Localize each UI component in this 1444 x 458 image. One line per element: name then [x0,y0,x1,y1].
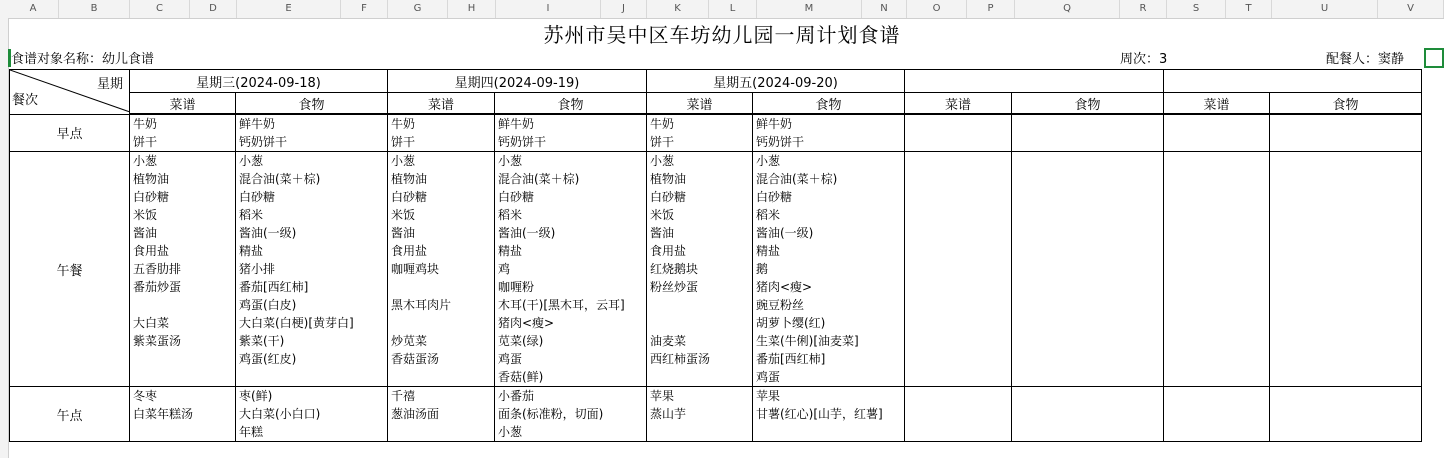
recipe-item [1164,314,1269,332]
recipe-item [647,296,752,314]
food-item [1270,314,1421,332]
column-header-j[interactable]: J [601,0,647,18]
recipe-item: 饼干 [650,135,675,149]
food-item: 生菜(牛俐)[油麦菜] [756,334,859,348]
recipe-item: 白砂糖 [133,190,170,204]
food-item: 白砂糖 [756,190,793,204]
recipe-item: 白菜年糕汤 [133,407,194,421]
recipe-item [1164,387,1269,405]
food-item: 混合油(菜＋棕) [498,172,580,186]
food-item: 混合油(菜＋棕) [239,172,321,186]
food-cell [753,114,905,152]
column-header-d[interactable]: D [190,0,237,18]
recipe-item: 紫菜蛋汤 [133,334,182,348]
recipe-item: 米饭 [133,208,158,222]
recipe-item: 小葱 [133,154,158,168]
food-cell [753,152,905,387]
recipe-item: 蒸山芋 [650,407,687,421]
food-item: 精盐 [239,244,264,258]
column-header-v[interactable]: V [1378,0,1444,18]
food-item: 酱油(一级) [498,226,556,240]
day-header: 星期四(2024-09-19) [388,70,647,93]
food-item [1270,387,1421,405]
recipe-item: 牛奶 [650,117,675,131]
recipe-item: 食用盐 [650,244,687,258]
food-item [1270,188,1421,206]
recipe-item [905,115,1011,133]
food-item [1270,224,1421,242]
recipe-item [905,260,1011,278]
recipe-item: 五香肋排 [133,262,182,276]
recipe-item [130,296,235,314]
food-item: 番茄[西红柿] [239,280,309,294]
food-item [1270,350,1421,368]
recipe-cell [1164,152,1270,387]
food-item [753,423,904,441]
day-header: 星期三(2024-09-18) [130,70,388,93]
food-item: 猪小排 [239,262,276,276]
recipe-item [388,368,494,386]
food-item [1012,188,1163,206]
recipe-item: 大白菜 [133,316,170,330]
column-header-s[interactable]: S [1167,0,1226,18]
recipe-cell [905,114,1012,152]
recipe-item [1164,188,1269,206]
food-item [1012,405,1163,423]
corner-header-cell [10,70,130,115]
menu-target-label: 食谱对象名称：幼儿食谱 [11,52,155,67]
food-item: 白砂糖 [239,190,276,204]
recipe-item [647,368,752,386]
recipe-item [1164,152,1269,170]
food-cell [236,152,388,387]
recipe-item [647,423,752,441]
food-column-header: 食物 [1270,93,1422,115]
food-item: 鲜牛奶 [756,117,793,131]
food-item: 鸡蛋(白皮) [239,298,297,312]
recipe-item [905,423,1011,441]
food-item [1270,296,1421,314]
food-item: 小番茄 [498,389,535,403]
recipe-item [905,314,1011,332]
recipe-item: 咖喱鸡块 [391,262,440,276]
food-item: 甘薯(红心)[山芋，红薯] [756,407,883,421]
column-header-k[interactable]: K [647,0,709,18]
recipe-item [1164,296,1269,314]
food-item [1012,314,1163,332]
corner-weekday-label: 星期 [96,77,123,92]
staff-label: 配餐人：窦静 [1326,52,1405,67]
column-header-u[interactable]: U [1272,0,1378,18]
recipe-item [1164,278,1269,296]
recipe-item: 米饭 [650,208,675,222]
food-item: 豌豆粉丝 [756,298,805,312]
recipe-item: 酱油 [391,226,416,240]
food-item: 精盐 [756,244,781,258]
recipe-item: 食用盐 [133,244,170,258]
recipe-column-header: 菜谱 [647,93,753,115]
food-item: 番茄[西红柿] [756,352,826,366]
food-item: 咖喱粉 [498,280,535,294]
food-item: 香菇(鲜) [498,370,544,384]
food-item: 鲜牛奶 [498,117,535,131]
recipe-item [388,314,494,332]
recipe-item [130,423,235,441]
food-item [1012,350,1163,368]
day-header [905,70,1164,93]
recipe-cell [130,387,236,442]
food-cell [1270,152,1422,387]
food-item: 小葱 [498,425,523,439]
recipe-item [905,405,1011,423]
recipe-item: 西红柿蛋汤 [650,352,711,366]
food-item: 小葱 [239,154,264,168]
recipe-item [1164,170,1269,188]
recipe-item: 牛奶 [133,117,158,131]
recipe-item [1164,260,1269,278]
food-cell [236,114,388,152]
food-item [1012,260,1163,278]
food-item [1270,405,1421,423]
recipe-item [905,278,1011,296]
weekly-menu-table [9,69,1422,442]
food-column-header: 食物 [495,93,647,115]
week-number-label: 周次：3 [1120,52,1168,67]
food-item: 小葱 [756,154,781,168]
food-item [1270,278,1421,296]
recipe-column-header: 菜谱 [905,93,1012,115]
recipe-item [905,296,1011,314]
food-item: 紫菜(干) [239,334,285,348]
food-cell [495,114,647,152]
recipe-item [905,170,1011,188]
corner-meal-label: 餐次 [12,93,39,108]
recipe-item [905,368,1011,386]
recipe-item [1164,133,1269,151]
recipe-item: 小葱 [650,154,675,168]
food-item [1270,170,1421,188]
recipe-item: 番茄炒蛋 [133,280,182,294]
recipe-item: 植物油 [391,172,428,186]
recipe-item [905,152,1011,170]
column-header-g[interactable]: G [388,0,448,18]
food-item [1012,152,1163,170]
food-item: 大白菜(白梗)[黄芽白] [239,316,354,330]
food-item: 钙奶饼干 [239,135,288,149]
food-item [1012,423,1163,441]
food-item [1012,206,1163,224]
food-item: 大白菜(小白口) [239,407,321,421]
food-item: 枣(鲜) [239,389,273,403]
column-header-r[interactable]: R [1120,0,1167,18]
recipe-item [647,314,752,332]
recipe-item [905,224,1011,242]
food-cell [1012,152,1164,387]
recipe-cell [647,387,753,442]
food-item [1012,332,1163,350]
food-cell [1270,114,1422,152]
column-header-m[interactable]: M [757,0,862,18]
food-item [1012,170,1163,188]
food-item: 面条(标准粉，切面) [498,407,604,421]
recipe-item [905,206,1011,224]
recipe-item [1164,115,1269,133]
food-item [236,368,387,386]
recipe-item: 白砂糖 [391,190,428,204]
food-item: 猪肉<瘦> [498,316,555,330]
food-item [1012,133,1163,151]
food-item: 鲜牛奶 [239,117,276,131]
food-item: 精盐 [498,244,523,258]
recipe-item: 苹果 [650,389,675,403]
food-item [1270,133,1421,151]
food-item [1270,242,1421,260]
recipe-cell [130,152,236,387]
recipe-item [1164,350,1269,368]
recipe-item: 植物油 [650,172,687,186]
recipe-item [388,423,494,441]
recipe-item [905,332,1011,350]
food-item: 酱油(一级) [239,226,297,240]
day-header [1164,70,1422,93]
recipe-item [905,387,1011,405]
food-item: 鸡蛋(红皮) [239,352,297,366]
column-header-bar [0,0,1444,19]
column-header-h[interactable]: H [448,0,496,18]
recipe-item [1164,332,1269,350]
column-header-l[interactable]: L [709,0,757,18]
row-gutter [0,18,9,458]
column-header-a[interactable]: A [8,0,59,18]
recipe-item: 炒苋菜 [391,334,428,348]
recipe-cell [647,114,753,152]
day-header: 星期五(2024-09-20) [647,70,905,93]
recipe-item: 冬枣 [133,389,158,403]
selected-cell[interactable] [1424,48,1444,68]
column-header-f[interactable]: F [341,0,388,18]
food-item: 钙奶饼干 [498,135,547,149]
food-item [1270,368,1421,386]
food-cell [495,387,647,442]
recipe-cell [1164,114,1270,152]
column-header-o[interactable]: O [907,0,967,18]
recipe-item [905,350,1011,368]
recipe-item: 牛奶 [391,117,416,131]
food-item: 苋菜(绿) [498,334,544,348]
food-item: 年糕 [239,425,264,439]
food-item [1012,296,1163,314]
recipe-column-header: 菜谱 [388,93,495,115]
recipe-item [1164,405,1269,423]
recipe-item: 黑木耳肉片 [391,298,452,312]
food-item: 稻米 [756,208,781,222]
food-item: 酱油(一级) [756,226,814,240]
recipe-item [1164,368,1269,386]
recipe-item: 饼干 [133,135,158,149]
food-item: 木耳(干)[黑木耳，云耳] [498,298,625,312]
recipe-item: 千禧 [391,389,416,403]
recipe-cell [905,387,1012,442]
recipe-cell [647,152,753,387]
food-item: 混合油(菜＋棕) [756,172,838,186]
food-cell [1012,114,1164,152]
food-item [1012,115,1163,133]
food-item: 鸡 [498,262,511,276]
recipe-item [905,242,1011,260]
recipe-column-header: 菜谱 [1164,93,1270,115]
meal-name-cell: 午餐 [10,152,130,387]
meal-name-cell: 午点 [10,387,130,442]
recipe-cell [388,114,495,152]
recipe-item [130,350,235,368]
food-column-header: 食物 [753,93,905,115]
recipe-item: 白砂糖 [650,190,687,204]
food-cell [1012,387,1164,442]
recipe-item [1164,224,1269,242]
column-header-c[interactable]: C [130,0,190,18]
recipe-item: 酱油 [133,226,158,240]
food-item: 稻米 [239,208,264,222]
column-header-e[interactable]: E [237,0,341,18]
recipe-item: 植物油 [133,172,170,186]
recipe-item: 红烧鹅块 [650,262,699,276]
recipe-cell [388,152,495,387]
food-item [1270,260,1421,278]
column-header-p[interactable]: P [967,0,1015,18]
food-item [1012,224,1163,242]
food-item: 小葱 [498,154,523,168]
recipe-item: 食用盐 [391,244,428,258]
food-item [1012,368,1163,386]
meal-name-cell: 早点 [10,114,130,152]
recipe-item: 粉丝炒蛋 [650,280,699,294]
recipe-cell [130,114,236,152]
food-cell [1270,387,1422,442]
food-item: 猪肉<瘦> [756,280,813,294]
recipe-item [130,368,235,386]
recipe-item [1164,206,1269,224]
food-item [1270,206,1421,224]
food-item: 鹅 [756,262,769,276]
column-header-i[interactable]: I [496,0,601,18]
food-item: 胡萝卜缨(红) [756,316,826,330]
recipe-item [905,188,1011,206]
recipe-cell [1164,387,1270,442]
food-item [1012,387,1163,405]
recipe-item [905,133,1011,151]
food-column-header: 食物 [1012,93,1164,115]
food-item [1270,115,1421,133]
recipe-item [1164,423,1269,441]
column-header-t[interactable]: T [1226,0,1272,18]
food-item: 钙奶饼干 [756,135,805,149]
food-item: 白砂糖 [498,190,535,204]
recipe-item: 香菇蛋汤 [391,352,440,366]
food-cell [753,387,905,442]
recipe-item [1164,242,1269,260]
recipe-item: 酱油 [650,226,675,240]
recipe-item: 饼干 [391,135,416,149]
column-header-q[interactable]: Q [1015,0,1120,18]
recipe-item: 小葱 [391,154,416,168]
food-cell [236,387,388,442]
food-item [1270,332,1421,350]
food-item: 稻米 [498,208,523,222]
column-header-b[interactable]: B [59,0,130,18]
recipe-item [388,278,494,296]
food-item: 鸡蛋 [498,352,523,366]
recipe-cell [388,387,495,442]
recipe-cell [905,152,1012,387]
food-item [1012,278,1163,296]
recipe-item: 米饭 [391,208,416,222]
food-item: 苹果 [756,389,781,403]
food-item [1270,423,1421,441]
recipe-column-header: 菜谱 [130,93,236,115]
food-item [1270,152,1421,170]
food-item [1012,242,1163,260]
recipe-item: 葱油汤面 [391,407,440,421]
food-column-header: 食物 [236,93,388,115]
recipe-item: 油麦菜 [650,334,687,348]
column-header-n[interactable]: N [862,0,907,18]
page-title: 苏州市吴中区车坊幼儿园一周计划食谱 [543,23,901,47]
food-cell [495,152,647,387]
food-item: 鸡蛋 [756,370,781,384]
